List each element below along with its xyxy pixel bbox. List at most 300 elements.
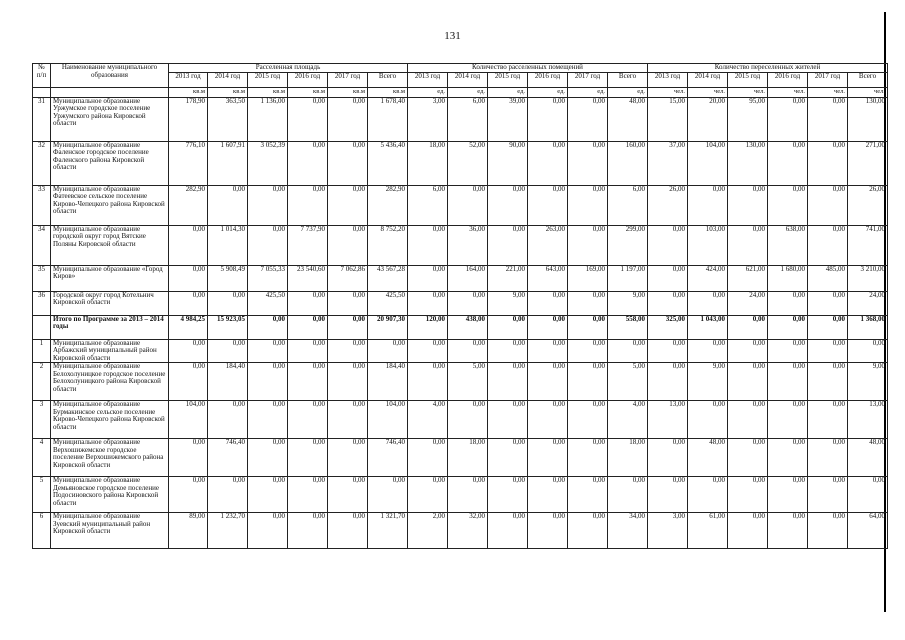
value-cell: 178,90: [169, 97, 208, 141]
header-year: Всего: [368, 72, 408, 87]
value-cell: 0,00: [768, 339, 808, 363]
header-year: Всего: [848, 72, 888, 87]
value-cell: 0,00: [568, 339, 608, 363]
header-year: Всего: [608, 72, 648, 87]
header-year: 2015 год: [488, 72, 528, 87]
value-cell: 164,00: [448, 265, 488, 291]
value-cell: 7 055,33: [248, 265, 288, 291]
value-cell: 0,00: [768, 513, 808, 549]
header-year: 2014 год: [688, 72, 728, 87]
value-cell: 0,00: [328, 439, 368, 477]
value-cell: 1 321,70: [368, 513, 408, 549]
value-cell: 18,00: [608, 439, 648, 477]
value-cell: 0,00: [568, 363, 608, 401]
value-cell: 1 136,00: [248, 97, 288, 141]
value-cell: 282,90: [169, 185, 208, 225]
value-cell: 3,00: [408, 97, 448, 141]
value-cell: 0,00: [248, 185, 288, 225]
value-cell: 0,00: [408, 291, 448, 315]
header-row-units: [33, 87, 888, 97]
value-cell: 1 368,00: [848, 315, 888, 339]
unit-label: кв.м: [368, 87, 408, 97]
value-cell: 0,00: [728, 477, 768, 513]
value-cell: 0,00: [728, 315, 768, 339]
value-cell: 89,00: [169, 513, 208, 549]
unit-label: ед.: [488, 87, 528, 97]
value-cell: 0,00: [169, 363, 208, 401]
value-cell: 0,00: [528, 477, 568, 513]
header-year: 2015 год: [248, 72, 288, 87]
value-cell: 0,00: [368, 477, 408, 513]
value-cell: 43 567,28: [368, 265, 408, 291]
unit-label: чел.: [848, 87, 888, 97]
value-cell: 0,00: [768, 141, 808, 185]
value-cell: 0,00: [728, 401, 768, 439]
row-number: 34: [33, 225, 51, 265]
value-cell: 0,00: [808, 291, 848, 315]
row-number: 2: [33, 363, 51, 401]
value-cell: 0,00: [288, 513, 328, 549]
value-cell: 0,00: [288, 339, 328, 363]
value-cell: 0,00: [488, 363, 528, 401]
value-cell: 1 678,40: [368, 97, 408, 141]
value-cell: 0,00: [528, 315, 568, 339]
unit-label: чел.: [688, 87, 728, 97]
value-cell: 741,00: [848, 225, 888, 265]
municipality-name: Городской округ город Котельнич Кировской области: [51, 291, 169, 315]
value-cell: 184,40: [208, 363, 248, 401]
value-cell: 32,00: [448, 513, 488, 549]
value-cell: 0,00: [248, 439, 288, 477]
value-cell: 425,50: [368, 291, 408, 315]
value-cell: 0,00: [528, 141, 568, 185]
unit-label: кв.м: [169, 87, 208, 97]
header-group-residents: Количество переселенных жителей: [648, 64, 888, 73]
value-cell: 0,00: [648, 265, 688, 291]
header-year: 2016 год: [768, 72, 808, 87]
value-cell: 23 540,60: [288, 265, 328, 291]
value-cell: 0,00: [808, 97, 848, 141]
value-cell: 34,00: [608, 513, 648, 549]
header-year: 2017 год: [808, 72, 848, 87]
value-cell: 0,00: [728, 339, 768, 363]
value-cell: 0,00: [528, 401, 568, 439]
value-cell: 1 232,70: [208, 513, 248, 549]
value-cell: 13,00: [648, 401, 688, 439]
header-year: 2017 год: [568, 72, 608, 87]
value-cell: 643,00: [528, 265, 568, 291]
value-cell: 169,00: [568, 265, 608, 291]
municipality-name: Муниципальное образование «Город Киров»: [51, 265, 169, 291]
value-cell: 363,50: [208, 97, 248, 141]
value-cell: 0,00: [768, 315, 808, 339]
value-cell: 0,00: [808, 363, 848, 401]
value-cell: 0,00: [648, 477, 688, 513]
value-cell: 0,00: [608, 339, 648, 363]
municipality-name: Муниципальное образование Уржумское городское поселение Уржумского района Кировской области: [51, 97, 169, 141]
value-cell: 0,00: [328, 477, 368, 513]
value-cell: 0,00: [808, 225, 848, 265]
value-cell: 425,50: [248, 291, 288, 315]
header-year: 2014 год: [208, 72, 248, 87]
header-row-groups: [33, 64, 888, 73]
municipality-name: Муниципальное образование Белохолуницкое городское поселение Белохолуницкого района Кировской области: [51, 363, 169, 401]
value-cell: 0,00: [248, 363, 288, 401]
value-cell: 3 210,00: [848, 265, 888, 291]
row-number: 32: [33, 141, 51, 185]
value-cell: 271,00: [848, 141, 888, 185]
table-row: [33, 97, 888, 141]
value-cell: 0,00: [208, 401, 248, 439]
value-cell: 0,00: [208, 339, 248, 363]
value-cell: 39,00: [488, 97, 528, 141]
value-cell: 0,00: [408, 225, 448, 265]
value-cell: 6,00: [448, 97, 488, 141]
value-cell: 0,00: [808, 477, 848, 513]
unit-label: кв.м: [328, 87, 368, 97]
value-cell: 0,00: [408, 339, 448, 363]
value-cell: 776,10: [169, 141, 208, 185]
value-cell: 0,00: [568, 185, 608, 225]
value-cell: 0,00: [808, 339, 848, 363]
value-cell: 103,00: [688, 225, 728, 265]
unit-blank: [33, 87, 51, 97]
value-cell: 0,00: [568, 315, 608, 339]
value-cell: 0,00: [488, 477, 528, 513]
value-cell: 5 436,40: [368, 141, 408, 185]
value-cell: 558,00: [608, 315, 648, 339]
value-cell: 0,00: [568, 141, 608, 185]
table-row: [33, 513, 888, 549]
value-cell: 48,00: [608, 97, 648, 141]
value-cell: 0,00: [169, 225, 208, 265]
resettlement-table: [32, 63, 888, 549]
value-cell: 0,00: [328, 339, 368, 363]
municipality-name: Итого по Программе за 2013 – 2014 годы: [51, 315, 169, 339]
value-cell: 0,00: [808, 141, 848, 185]
row-number: 31: [33, 97, 51, 141]
value-cell: 325,00: [648, 315, 688, 339]
unit-label: чел.: [648, 87, 688, 97]
value-cell: 0,00: [488, 339, 528, 363]
value-cell: 9,00: [688, 363, 728, 401]
value-cell: 0,00: [368, 339, 408, 363]
value-cell: 52,00: [448, 141, 488, 185]
value-cell: 0,00: [328, 141, 368, 185]
value-cell: 1 197,00: [608, 265, 648, 291]
municipality-name: Муниципальное образование Верхошижемское городское поселение Верхошижемского района Кировской области: [51, 439, 169, 477]
value-cell: 0,00: [488, 185, 528, 225]
value-cell: 0,00: [648, 291, 688, 315]
unit-label: кв.м: [248, 87, 288, 97]
value-cell: 0,00: [248, 477, 288, 513]
value-cell: 64,00: [848, 513, 888, 549]
row-number: 33: [33, 185, 51, 225]
value-cell: 0,00: [288, 97, 328, 141]
value-cell: 130,00: [848, 97, 888, 141]
header-no: № п/п: [33, 64, 51, 88]
value-cell: 20,00: [688, 97, 728, 141]
value-cell: 0,00: [728, 363, 768, 401]
value-cell: 0,00: [328, 315, 368, 339]
value-cell: 37,00: [648, 141, 688, 185]
value-cell: 0,00: [848, 339, 888, 363]
municipality-name: Муниципальное образование Зуевский муниципальный район Кировской области: [51, 513, 169, 549]
table-row: [33, 339, 888, 363]
value-cell: 0,00: [648, 225, 688, 265]
table-row: [33, 439, 888, 477]
value-cell: 221,00: [488, 265, 528, 291]
value-cell: 0,00: [328, 291, 368, 315]
header-name: Наименование муниципального образования: [51, 64, 169, 88]
unit-label: чел.: [768, 87, 808, 97]
value-cell: 36,00: [448, 225, 488, 265]
value-cell: 104,00: [169, 401, 208, 439]
value-cell: 0,00: [808, 439, 848, 477]
value-cell: 485,00: [808, 265, 848, 291]
value-cell: 424,00: [688, 265, 728, 291]
value-cell: 1 680,00: [768, 265, 808, 291]
value-cell: 18,00: [448, 439, 488, 477]
value-cell: 263,00: [528, 225, 568, 265]
value-cell: 0,00: [768, 439, 808, 477]
value-cell: 24,00: [728, 291, 768, 315]
value-cell: 0,00: [728, 225, 768, 265]
unit-label: чел.: [808, 87, 848, 97]
value-cell: 3,00: [648, 513, 688, 549]
value-cell: 5,00: [608, 363, 648, 401]
header-year: 2014 год: [448, 72, 488, 87]
value-cell: 90,00: [488, 141, 528, 185]
value-cell: 61,00: [688, 513, 728, 549]
table-row: [33, 225, 888, 265]
value-cell: 0,00: [688, 477, 728, 513]
row-number: 3: [33, 401, 51, 439]
value-cell: 0,00: [528, 439, 568, 477]
value-cell: 0,00: [808, 185, 848, 225]
value-cell: 0,00: [688, 291, 728, 315]
value-cell: 0,00: [528, 291, 568, 315]
value-cell: 746,40: [208, 439, 248, 477]
value-cell: 1 043,00: [688, 315, 728, 339]
value-cell: 9,00: [488, 291, 528, 315]
table-row: [33, 401, 888, 439]
value-cell: 0,00: [408, 477, 448, 513]
value-cell: 0,00: [528, 513, 568, 549]
table-row: [33, 477, 888, 513]
value-cell: 48,00: [688, 439, 728, 477]
value-cell: 0,00: [288, 439, 328, 477]
row-number: 5: [33, 477, 51, 513]
value-cell: 0,00: [488, 513, 528, 549]
header-year: 2016 год: [288, 72, 328, 87]
value-cell: 7 062,86: [328, 265, 368, 291]
value-cell: 120,00: [408, 315, 448, 339]
value-cell: 0,00: [408, 265, 448, 291]
value-cell: 7 737,90: [288, 225, 328, 265]
value-cell: 282,90: [368, 185, 408, 225]
value-cell: 0,00: [288, 363, 328, 401]
header-group-premises: Количество расселенных помещений: [408, 64, 648, 73]
table-row: [33, 363, 888, 401]
value-cell: 0,00: [448, 339, 488, 363]
value-cell: 0,00: [528, 97, 568, 141]
value-cell: 0,00: [248, 225, 288, 265]
value-cell: 0,00: [768, 185, 808, 225]
value-cell: 9,00: [848, 363, 888, 401]
value-cell: 0,00: [248, 315, 288, 339]
value-cell: 20 907,30: [368, 315, 408, 339]
value-cell: 0,00: [488, 315, 528, 339]
header-group-area: Расселенная площадь: [169, 64, 408, 73]
value-cell: 0,00: [328, 513, 368, 549]
value-cell: 0,00: [848, 477, 888, 513]
value-cell: 0,00: [568, 97, 608, 141]
header-year: 2013 год: [169, 72, 208, 87]
unit-label: кв.м: [288, 87, 328, 97]
row-number: 4: [33, 439, 51, 477]
value-cell: 0,00: [728, 185, 768, 225]
row-number: 6: [33, 513, 51, 549]
value-cell: 0,00: [528, 363, 568, 401]
value-cell: 0,00: [448, 291, 488, 315]
value-cell: 15,00: [648, 97, 688, 141]
unit-label: ед.: [408, 87, 448, 97]
value-cell: 0,00: [288, 141, 328, 185]
value-cell: 0,00: [768, 97, 808, 141]
value-cell: 18,00: [408, 141, 448, 185]
unit-label: кв.м: [208, 87, 248, 97]
value-cell: 0,00: [568, 291, 608, 315]
table-row: [33, 185, 888, 225]
unit-label: ед.: [448, 87, 488, 97]
header-year: 2015 год: [728, 72, 768, 87]
value-cell: 0,00: [208, 185, 248, 225]
value-cell: 0,00: [808, 315, 848, 339]
value-cell: 0,00: [169, 439, 208, 477]
value-cell: 0,00: [568, 513, 608, 549]
unit-label: ед.: [608, 87, 648, 97]
value-cell: 0,00: [169, 265, 208, 291]
value-cell: 3 052,39: [248, 141, 288, 185]
value-cell: 8 752,20: [368, 225, 408, 265]
value-cell: 6,00: [608, 185, 648, 225]
value-cell: 0,00: [328, 363, 368, 401]
municipality-name: Муниципальное образование Бурмакинское сельское поселение Кирово-Чепецкого района Кировской области: [51, 401, 169, 439]
value-cell: 0,00: [768, 291, 808, 315]
value-cell: 0,00: [768, 363, 808, 401]
row-number: 1: [33, 339, 51, 363]
value-cell: 24,00: [848, 291, 888, 315]
unit-label: ед.: [528, 87, 568, 97]
value-cell: 0,00: [248, 401, 288, 439]
value-cell: 5 908,49: [208, 265, 248, 291]
value-cell: 26,00: [848, 185, 888, 225]
value-cell: 746,40: [368, 439, 408, 477]
value-cell: 0,00: [288, 291, 328, 315]
value-cell: 184,40: [368, 363, 408, 401]
value-cell: 0,00: [528, 339, 568, 363]
value-cell: 0,00: [568, 225, 608, 265]
value-cell: 0,00: [688, 401, 728, 439]
value-cell: 0,00: [169, 477, 208, 513]
value-cell: 0,00: [488, 401, 528, 439]
unit-label: чел.: [728, 87, 768, 97]
value-cell: 0,00: [169, 339, 208, 363]
value-cell: 0,00: [488, 439, 528, 477]
value-cell: 0,00: [288, 185, 328, 225]
value-cell: 15 923,05: [208, 315, 248, 339]
table-row: [33, 265, 888, 291]
table-row: [33, 141, 888, 185]
value-cell: 0,00: [568, 401, 608, 439]
value-cell: 0,00: [288, 315, 328, 339]
unit-label: ед.: [568, 87, 608, 97]
value-cell: 0,00: [728, 513, 768, 549]
value-cell: 0,00: [608, 477, 648, 513]
header-year: 2017 год: [328, 72, 368, 87]
value-cell: 0,00: [688, 185, 728, 225]
page-number: 131: [444, 30, 461, 42]
value-cell: 0,00: [248, 339, 288, 363]
value-cell: 130,00: [728, 141, 768, 185]
value-cell: 621,00: [728, 265, 768, 291]
table-row: [33, 315, 888, 339]
value-cell: 0,00: [768, 401, 808, 439]
value-cell: 104,00: [688, 141, 728, 185]
row-number: 36: [33, 291, 51, 315]
value-cell: 4,00: [408, 401, 448, 439]
value-cell: 0,00: [288, 477, 328, 513]
municipality-name: Муниципальное образование городской округ город Вятские Поляны Кировской области: [51, 225, 169, 265]
row-number: [33, 315, 51, 339]
value-cell: 1 607,91: [208, 141, 248, 185]
value-cell: 0,00: [488, 225, 528, 265]
value-cell: 4 984,25: [169, 315, 208, 339]
value-cell: 5,00: [448, 363, 488, 401]
value-cell: 95,00: [728, 97, 768, 141]
municipality-name: Муниципальное образование Демьяновское городское поселение Подосиновского района Кировской области: [51, 477, 169, 513]
value-cell: 438,00: [448, 315, 488, 339]
value-cell: 6,00: [408, 185, 448, 225]
value-cell: 0,00: [568, 439, 608, 477]
value-cell: 0,00: [528, 185, 568, 225]
value-cell: 0,00: [448, 401, 488, 439]
header-year: 2013 год: [648, 72, 688, 87]
value-cell: 4,00: [608, 401, 648, 439]
value-cell: 0,00: [688, 339, 728, 363]
municipality-name: Муниципальное образование Арбажский муниципальный район Кировской области: [51, 339, 169, 363]
value-cell: 9,00: [608, 291, 648, 315]
value-cell: 0,00: [248, 513, 288, 549]
value-cell: 26,00: [648, 185, 688, 225]
municipality-name: Муниципальное образование Фатеевское сельское поселение Кирово-Чепецкого района Кировской области: [51, 185, 169, 225]
row-number: 35: [33, 265, 51, 291]
municipality-name: Муниципальное образование Фаленское городское поселение Фаленского района Кировской области: [51, 141, 169, 185]
value-cell: 0,00: [448, 477, 488, 513]
header-year: 2016 год: [528, 72, 568, 87]
value-cell: 0,00: [408, 439, 448, 477]
value-cell: 0,00: [648, 363, 688, 401]
value-cell: 13,00: [848, 401, 888, 439]
value-cell: 0,00: [208, 291, 248, 315]
value-cell: 0,00: [568, 477, 608, 513]
value-cell: 104,00: [368, 401, 408, 439]
value-cell: 0,00: [648, 439, 688, 477]
value-cell: 0,00: [808, 513, 848, 549]
value-cell: 1 014,30: [208, 225, 248, 265]
value-cell: 0,00: [768, 477, 808, 513]
